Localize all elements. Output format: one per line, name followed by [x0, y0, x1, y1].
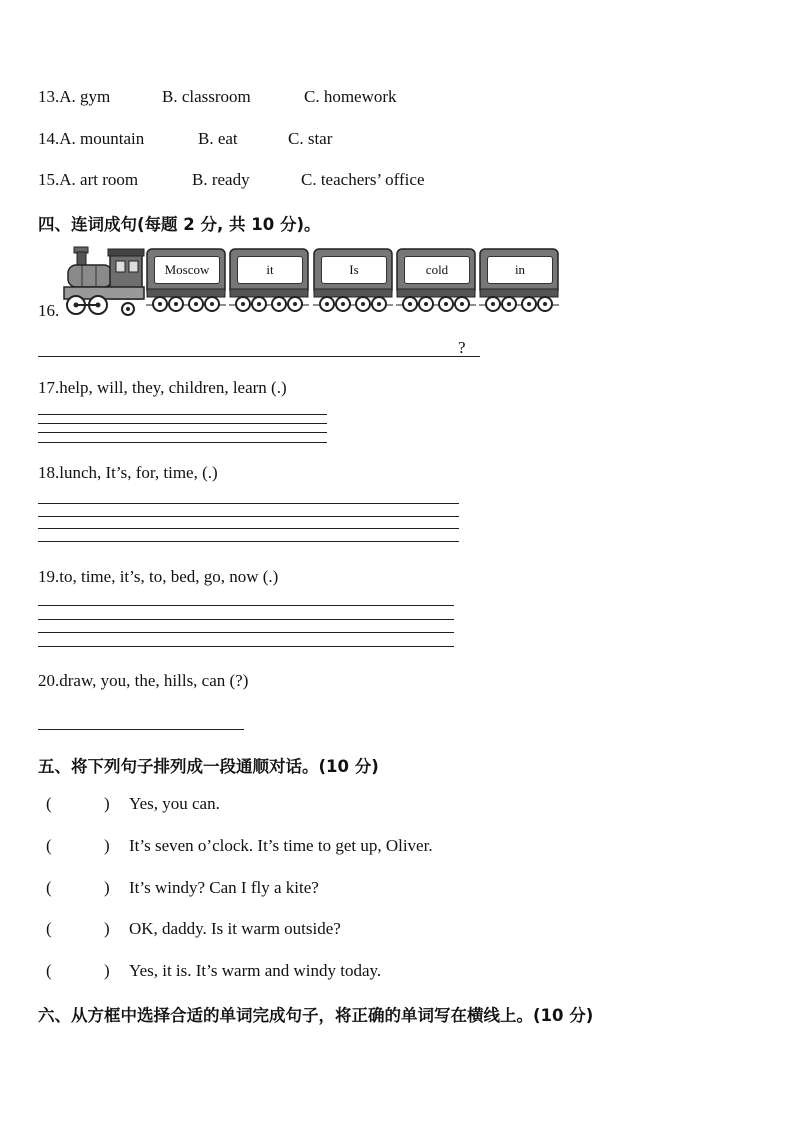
answer-bracket-close: ) [104, 794, 110, 813]
word-card: Moscow [154, 256, 220, 284]
train-car-1 [146, 247, 226, 313]
writing-line-18-3 [38, 528, 459, 529]
answer-bracket-open[interactable]: ( [46, 961, 52, 980]
question-16-number: 16. [38, 301, 60, 320]
question-13-option-c: C. homework [304, 87, 397, 106]
writing-line-17-2 [38, 423, 327, 424]
option-a: A. mountain [59, 129, 145, 148]
word-card: cold [404, 256, 470, 284]
question-15-option-c: C. teachers’ office [301, 170, 425, 189]
word-card: in [487, 256, 553, 284]
writing-line-19-3 [38, 632, 454, 633]
answer-bracket-open[interactable]: ( [46, 919, 52, 938]
section-5-title: 五、将下列句子排列成一段通顺对话。(10 分) [38, 757, 379, 776]
answer-bracket-close: ) [104, 836, 110, 855]
writing-line-19-4 [38, 646, 454, 647]
writing-line-18-4 [38, 541, 459, 542]
answer-line-20[interactable] [38, 729, 244, 730]
answer-bracket-open[interactable]: ( [46, 794, 52, 813]
question-14 [38, 129, 144, 149]
dialogue-sentence-5: Yes, it is. It’s warm and windy today. [129, 961, 382, 980]
answer-bracket-open[interactable]: ( [46, 878, 52, 897]
writing-line-18-1[interactable] [38, 503, 459, 504]
dialogue-sentence-4: OK, daddy. Is it warm outside? [129, 919, 341, 938]
question-16-end-mark: ? [458, 338, 466, 357]
word-card: Is [321, 256, 387, 284]
dialogue-sentence-3: It’s windy? Can I fly a kite? [129, 878, 319, 897]
question-20: 20.draw, you, the, hills, can (?) [38, 671, 249, 690]
question-14-option-b: B. eat [198, 129, 238, 148]
question-18: 18.lunch, It’s, for, time, (.) [38, 463, 218, 482]
question-14-option-c: C. star [288, 129, 333, 148]
answer-bracket-close: ) [104, 919, 110, 938]
question-number: 14. [38, 129, 60, 148]
writing-line-19-1[interactable] [38, 605, 454, 606]
writing-line-17-4 [38, 442, 327, 443]
question-13-option-b: B. classroom [162, 87, 251, 106]
answer-line-16[interactable] [38, 356, 480, 357]
question-15-option-b: B. ready [192, 170, 250, 189]
train-car-4 [396, 247, 476, 313]
answer-bracket-close: ) [104, 961, 110, 980]
question-17: 17.help, will, they, children, learn (.) [38, 378, 287, 397]
writing-line-18-2 [38, 516, 459, 517]
word-card: it [237, 256, 303, 284]
train-car-2 [229, 247, 309, 313]
question-15 [38, 170, 138, 190]
answer-bracket-open[interactable]: ( [46, 836, 52, 855]
answer-bracket-close: ) [104, 878, 110, 897]
option-a: A. art room [59, 170, 139, 189]
section-4-title: 四、连词成句(每题 2 分, 共 10 分)。 [38, 215, 321, 234]
dialogue-sentence-2: It’s seven o’clock. It’s time to get up, Oliver. [129, 836, 433, 855]
question-19: 19.to, time, it’s, to, bed, go, now (.) [38, 567, 279, 586]
section-6-title: 六、从方框中选择合适的单词完成句子，将正确的单词写在横线上。(10 分) [38, 1006, 594, 1025]
dialogue-sentence-1: Yes, you can. [129, 794, 220, 813]
writing-line-19-2 [38, 619, 454, 620]
train-car-3 [313, 247, 393, 313]
question-number: 15. [38, 170, 60, 189]
locomotive-icon [62, 243, 150, 319]
question-13 [38, 87, 110, 107]
question-number: 13. [38, 87, 60, 106]
writing-line-17-3 [38, 432, 327, 433]
option-a: A. gym [59, 87, 111, 106]
train-car-5 [479, 247, 559, 313]
writing-line-17-1[interactable] [38, 414, 327, 415]
